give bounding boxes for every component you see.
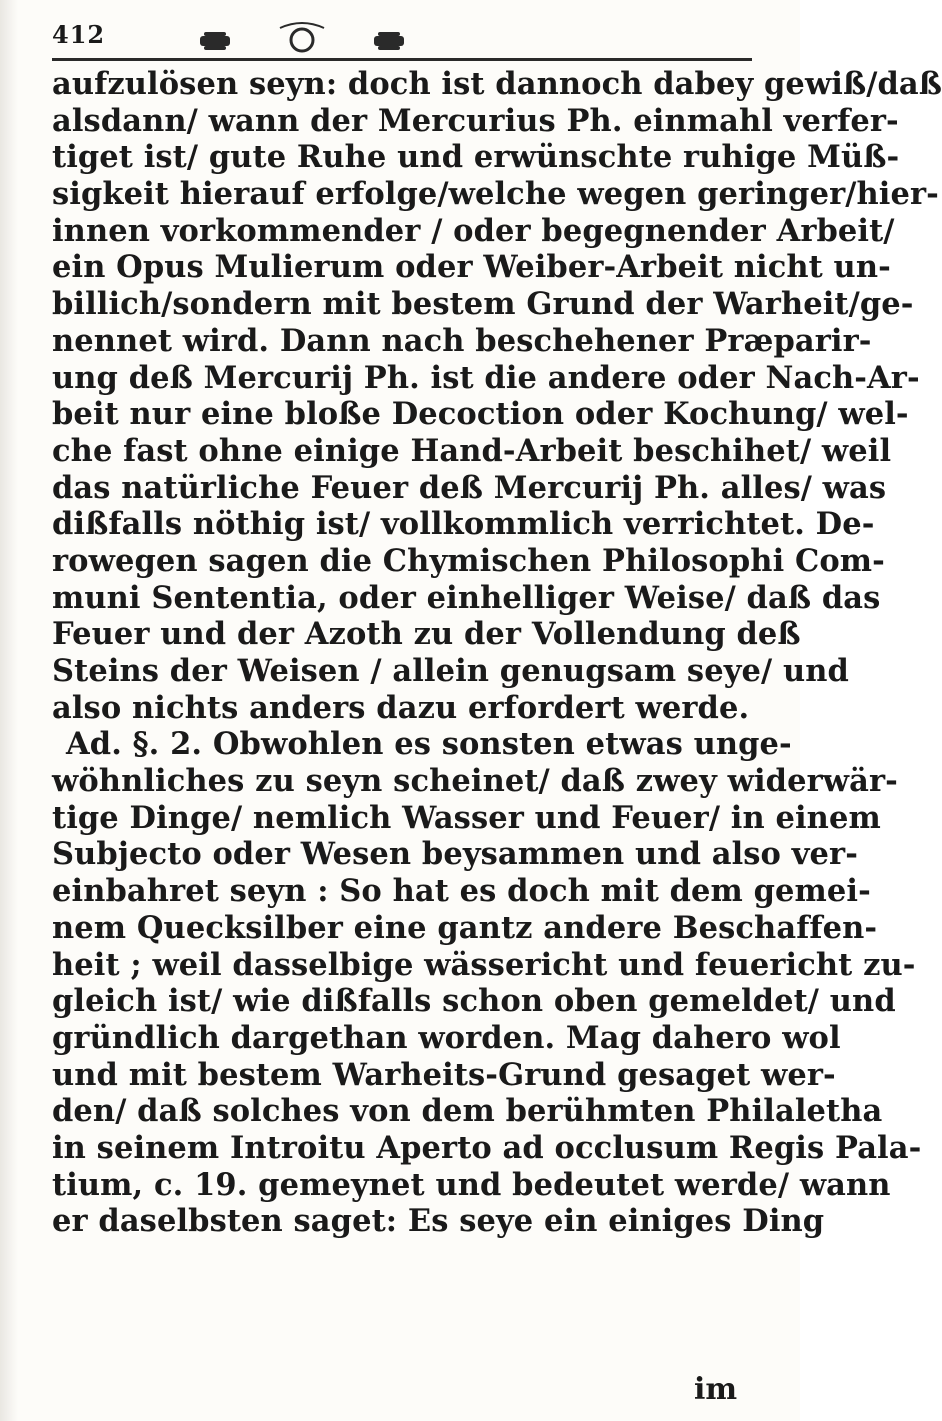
page-header	[52, 18, 752, 62]
text-line: Steins der Weisen / allein genugsam seye/ und	[52, 653, 849, 689]
text-line: er daselbsten saget: Es seye ein einiges Ding	[52, 1203, 825, 1240]
text-line: gründlich dargethan worden. Mag dahero wol	[52, 1019, 841, 1056]
text-line: tium, c. 19. gemeynet und bedeutet werde/ wann	[52, 1166, 891, 1203]
text-line: gleich ist/ wie dißfalls schon oben gemeldet/ und	[52, 983, 896, 1020]
text-line: in seinem Introitu Aperto ad occlusum Regis Pala-	[52, 1129, 922, 1166]
text-line: Subjecto oder Wesen beysammen und also ver-	[52, 836, 858, 873]
text-line: beit nur eine bloße Decoction oder Kochung/ wel-	[52, 396, 909, 433]
text-line: also nichts anders dazu erfordert werde.	[52, 689, 750, 726]
ornament-icon	[192, 22, 412, 58]
text-line: tiget ist/ gute Ruhe und erwünschte ruhige Müß-	[52, 139, 900, 176]
body-text	[52, 66, 942, 1240]
text-line: heit ; weil dasselbige wässericht und feuericht zu-	[52, 946, 916, 983]
text-line: muni Sententia, oder einhelliger Weise/ daß das	[52, 579, 881, 616]
text-line: einbahret seyn : So hat es doch mit dem gemei-	[52, 873, 871, 910]
text-line: aufzulösen seyn: doch ist dannoch dabey gewiß/daß	[52, 66, 942, 102]
text-line: che fast ohne einige Hand-Arbeit beschihet/ weil	[52, 432, 892, 469]
gutter-shadow	[0, 0, 18, 1421]
text-line: nem Quecksilber eine gantz andere Beschaffen-	[52, 909, 878, 946]
text-line: alsdann/ wann der Mercurius Ph. einmahl verfer-	[52, 102, 899, 139]
text-line: billich/sondern mit bestem Grund der Warheit/ge-	[52, 286, 914, 323]
header-rule	[52, 58, 752, 61]
header-ornament	[192, 22, 412, 58]
text-line: den/ daß solches von dem berühmten Philaletha	[52, 1093, 883, 1130]
section-start-line: Ad. §. 2. Obwohlen es sonsten etwas unge-	[66, 726, 792, 763]
text-line: wöhnliches zu seyn scheinet/ daß zwey widerwär-	[52, 763, 898, 800]
text-line: tige Dinge/ nemlich Wasser und Feuer/ in einem	[52, 799, 881, 836]
text-line: und mit bestem Warheits-Grund gesaget wer-	[52, 1056, 836, 1093]
page-number: 412	[52, 20, 106, 49]
text-line: innen vorkommender / oder begegnender Arbeit/	[52, 212, 895, 249]
text-line: rowegen sagen die Chymischen Philosophi Com-	[52, 542, 885, 579]
text-line: Feuer und der Azoth zu der Vollendung deß	[52, 616, 801, 653]
text-line: ein Opus Mulierum oder Weiber-Arbeit nicht un-	[52, 249, 891, 286]
text-line: sigkeit hierauf erfolge/welche wegen geringer/hier-	[52, 176, 939, 213]
text-line: ung deß Mercurij Ph. ist die andere oder Nach-Ar-	[52, 359, 920, 396]
text-line: nennet wird. Dann nach beschehener Præparir-	[52, 322, 872, 359]
text-line: dißfalls nöthig ist/ vollkommlich verrichtet. De-	[52, 506, 875, 543]
text-line: das natürliche Feuer deß Mercurij Ph. alles/ was	[52, 469, 887, 506]
catchword: im	[694, 1372, 738, 1407]
